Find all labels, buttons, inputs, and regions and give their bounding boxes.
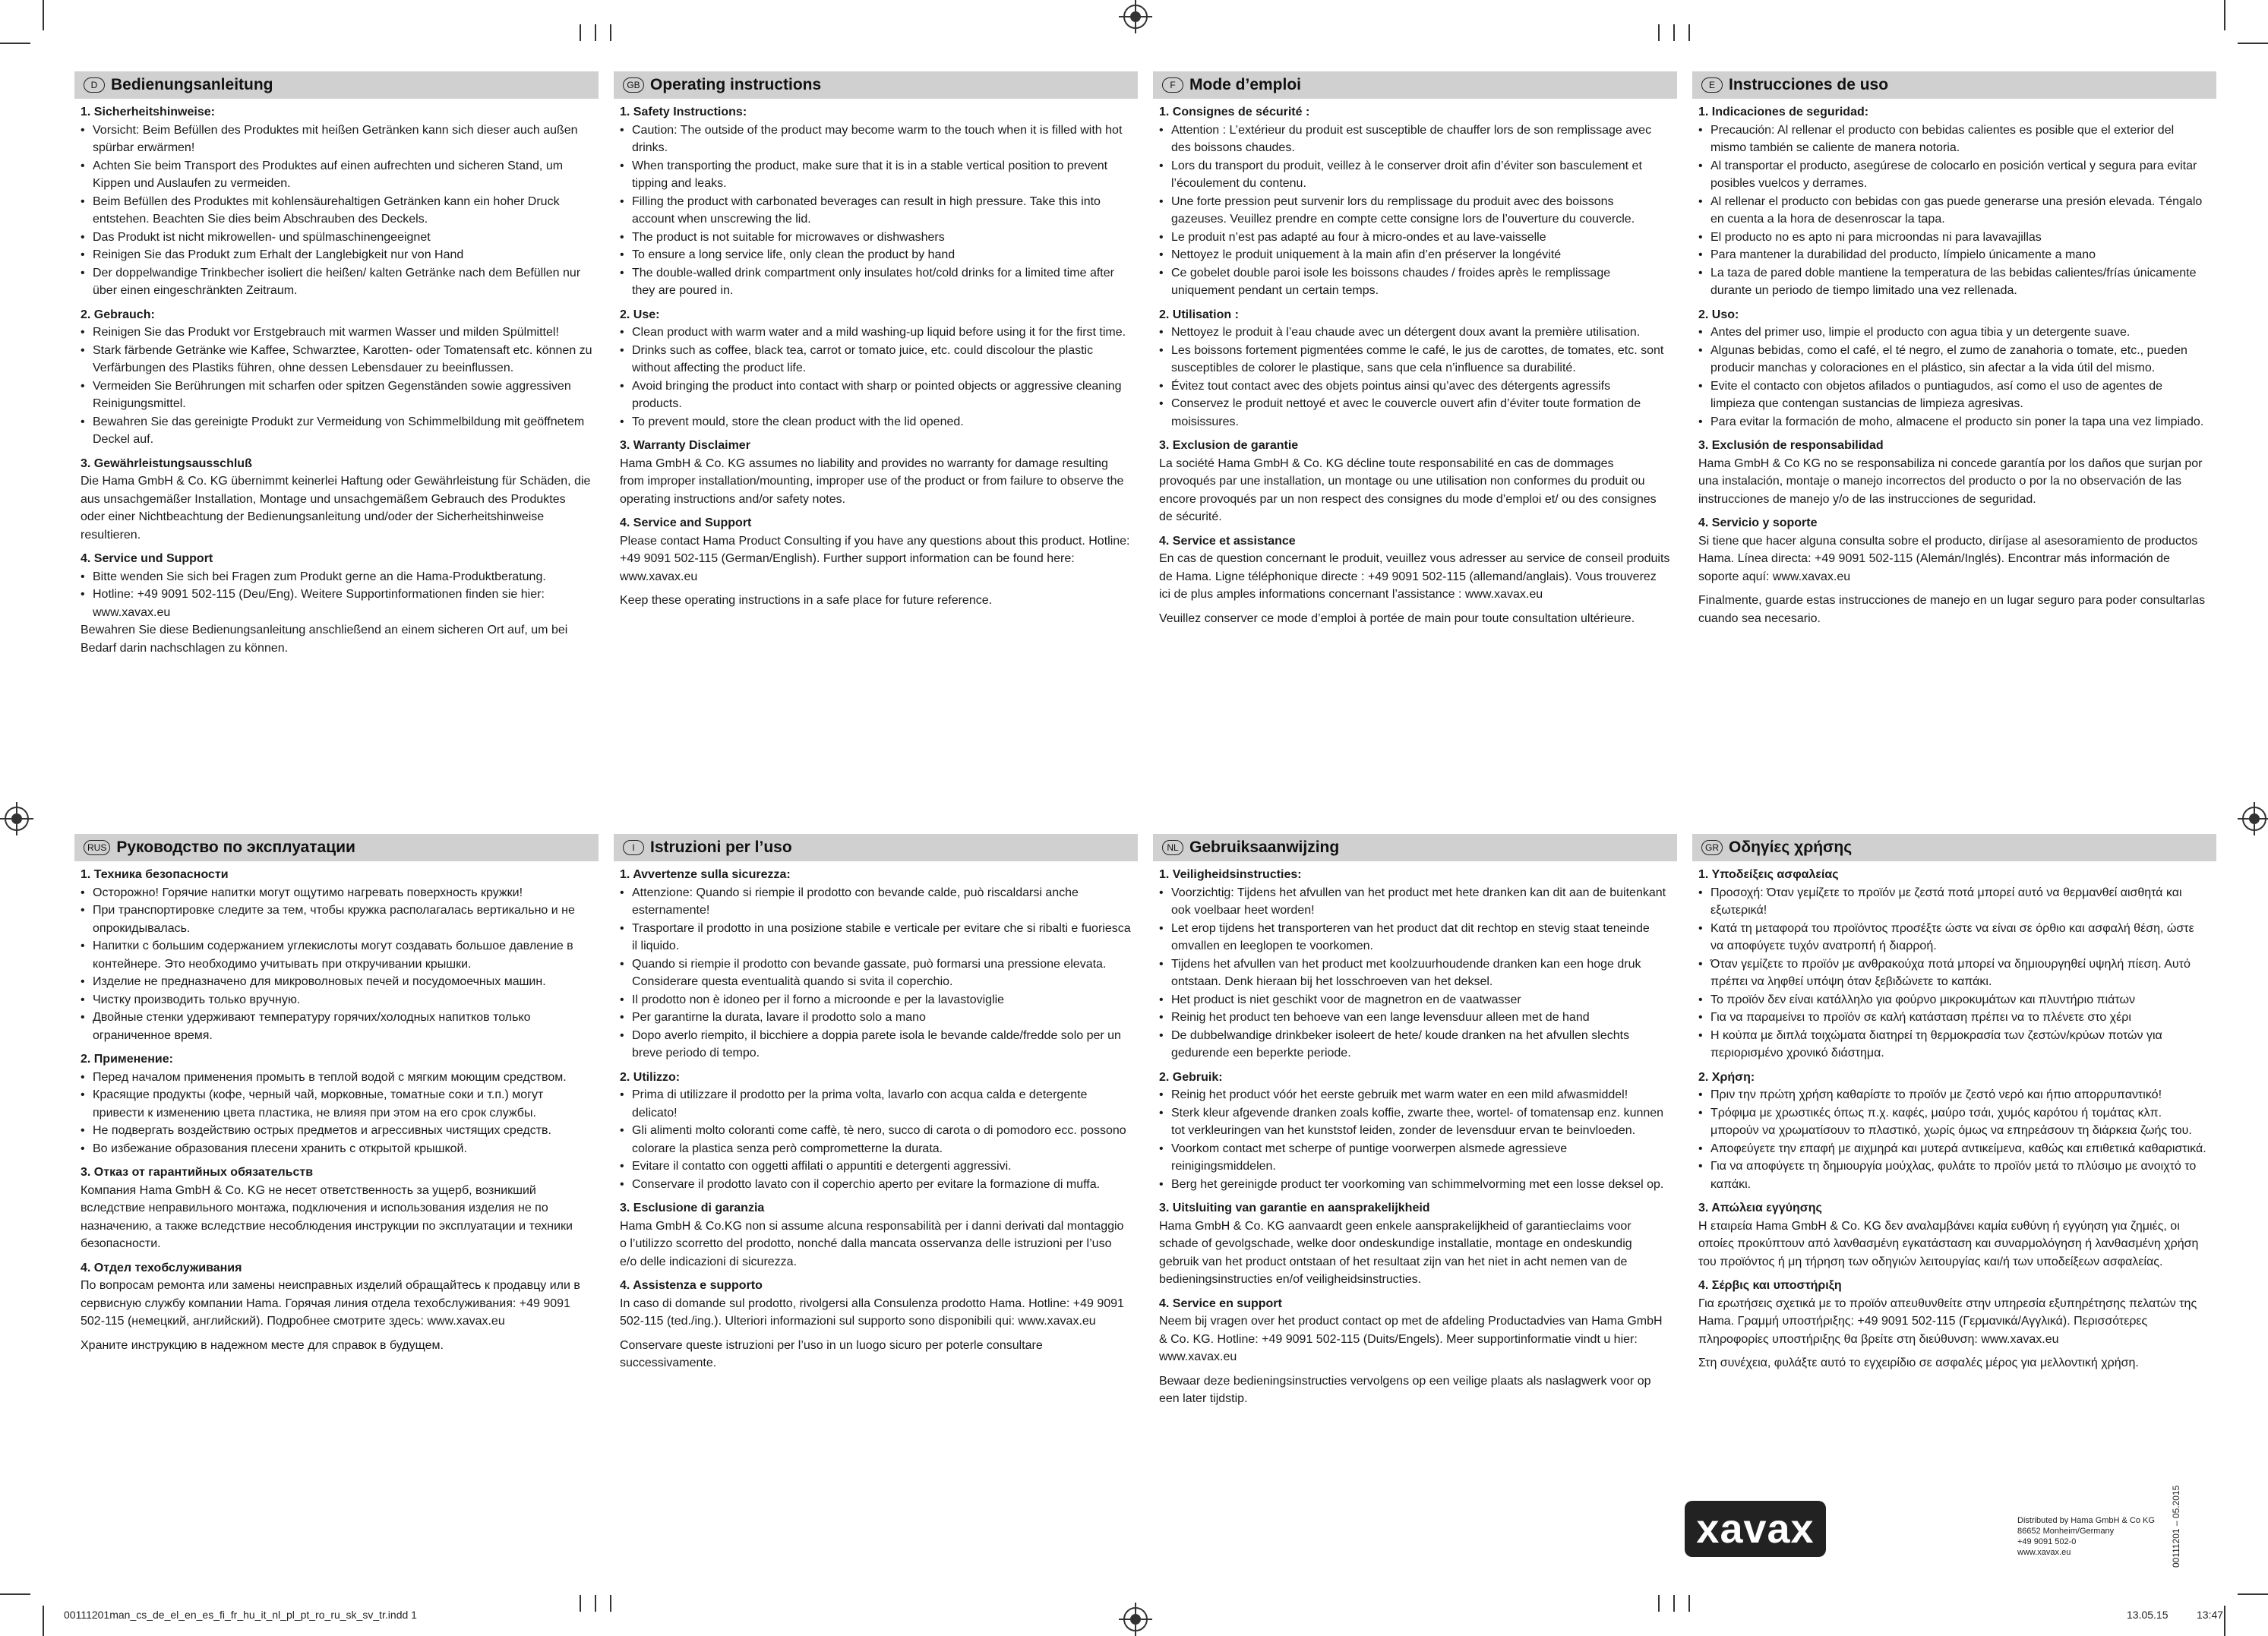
paragraph: En cas de question concernant le produit, veuillez vous adresser au service de conseil produits de Hama. Ligne téléphonique directe : +49 9091 502-115 (allemand/anglais). Vous trouverez ici de plus amples informations concernant l’assistance : www.xavax.eu [1159, 552, 1670, 601]
instruction-section [620, 103, 1132, 300]
section-body [1692, 99, 2216, 627]
instruction-section [81, 306, 592, 449]
subsection-title: 3. Esclusione di garanzia [620, 1202, 765, 1214]
instruction-section [81, 550, 592, 657]
subsection-title: 4. Отдел техобслуживания [81, 1261, 242, 1274]
instruction-section [1698, 866, 2210, 1063]
fold-mark [1688, 1595, 1690, 1612]
bullet-item: • Перед началом применения промыть в теплой водой с мягким моющим средством. [81, 1069, 592, 1087]
distributor-info [2017, 1515, 2155, 1558]
crop-mark [2238, 43, 2268, 44]
subsection-title: 2. Utilisation : [1159, 308, 1239, 321]
instruction-section [81, 103, 592, 300]
subsection-title: 4. Service et assistance [1159, 534, 1296, 548]
distributor-line: 86652 Monheim/Germany [2017, 1527, 2115, 1536]
bullet-item: • Во избежание образования плесени хранить с открытой крышкой. [81, 1140, 592, 1158]
instruction-section [81, 455, 592, 545]
bullet-item: • Évitez tout contact avec des objets pointus ainsi qu’avec des détergents agressifs [1159, 377, 1671, 396]
bullet-item: • Per garantirne la durata, lavare il prodotto solo a mano [620, 1009, 1132, 1027]
bullet-list [620, 122, 1132, 300]
subsection-title: 1. Veiligheidsinstructies: [1159, 868, 1302, 881]
section-header [74, 71, 599, 99]
subsection-title: 2. Применение: [81, 1053, 173, 1066]
xavax-logo: xavax [1685, 1501, 1826, 1557]
paragraph: Bewaar deze bedieningsinstructies vervolgens op een veilige plaats als naslagwerk voor op een later tijdstip. [1159, 1374, 1651, 1405]
paragraph: Στη συνέχεια, φυλάξτε αυτό το εγχειρίδιο σε ασφαλές μέρος για μελλοντική χρήση. [1698, 1356, 2139, 1369]
bullet-item: • Το προϊόν δεν είναι κατάλληλο για φούρνο μικροκυμάτων και πλυντήριο πιάτων [1698, 991, 2210, 1009]
subsection-title: 4. Assistenza e supporto [620, 1279, 763, 1292]
column-it [614, 834, 1138, 1372]
instruction-section [1159, 532, 1671, 628]
fold-mark [1673, 24, 1675, 41]
subsection-title: 2. Uso: [1698, 308, 1739, 321]
bullet-item: • Изделие не предназначено для микроволновых печей и посудомоечных машин. [81, 973, 592, 991]
bullet-item: • Precaución: Al rellenar el producto con bebidas calientes es posible que el exterior del mismo también se caliente de manera notoria. [1698, 122, 2210, 157]
bullet-item: • Τρόφιμα με χρωστικές όπως π.χ. καφές, μαύρο τσάι, χυμός καρότου ή τομάτας κλπ. μπορούν να χρωματίσουν το πλαστικό, χωρίς όμως να επηρεάσουν τη διάρκεια ζωής του. [1698, 1104, 2210, 1140]
bullet-item: • Achten Sie beim Transport des Produktes auf einen aufrechten und sicheren Stand, um Kippen und Auslaufen zu vermeiden. [81, 157, 592, 193]
subsection-title: 1. Consignes de sécurité : [1159, 106, 1310, 118]
subsection-title: 2. Gebruik: [1159, 1070, 1223, 1084]
paragraph: Bewahren Sie diese Bedienungsanleitung anschließend an einem sicheren Ort auf, um bei Bedarf darin nachschlagen zu können. [81, 624, 568, 655]
subsection-title: 3. Uitsluiting van garantie en aansprakelijkheid [1159, 1202, 1430, 1214]
language-code-badge: F [1162, 77, 1183, 93]
subsection-title: 3. Απώλεια εγγύησης [1698, 1202, 1822, 1214]
fold-mark [1658, 24, 1660, 41]
bullet-item: • Quando si riempie il prodotto con bevande gassate, può formarsi una pressione elevata. Considerare questa eventualità quando si svita il coperchio. [620, 955, 1132, 991]
side-article-code: 00111201 – 05.2015 [2171, 1485, 2181, 1568]
bullet-item: • Al transportar el producto, asegúrese de colocarlo en posición vertical y segura para evitar posibles vuelcos y derrames. [1698, 157, 2210, 193]
column-es [1692, 71, 2216, 627]
subsection-title: 3. Warranty Disclaimer [620, 439, 750, 452]
bullet-item: • Trasportare il prodotto in una posizione stabile e verticale per evitare che si ribalti e fuoriesca il liquido. [620, 920, 1132, 955]
bullet-item: • Voorzichtig: Tijdens het afvullen van het product met hete dranken kan dit aan de buitenkant ook voelbaar heet worden! [1159, 884, 1671, 920]
bullet-item: • Ce gobelet double paroi isole les boissons chaudes / froides après le remplissage uniquement pendant un certain temps. [1159, 264, 1671, 300]
bullet-item: • Reinigen Sie das Produkt zum Erhalt der Langlebigkeit nur von Hand [81, 246, 592, 264]
crop-mark [43, 0, 44, 30]
bullet-list [81, 568, 592, 622]
subsection-title: 1. Техника безопасности [81, 868, 229, 881]
crop-mark [43, 1606, 44, 1636]
fold-mark [580, 24, 581, 41]
bullet-item: • Caution: The outside of the product may become warm to the touch when it is filled with hot drinks. [620, 122, 1132, 157]
fold-mark [595, 1595, 596, 1612]
bullet-item: • Reinig het product ten behoeve van een lange levensduur alleen met de hand [1159, 1009, 1671, 1027]
instruction-section [620, 437, 1132, 508]
instruction-section [1159, 437, 1671, 526]
subsection-title: 2. Gebrauch: [81, 308, 155, 321]
bullet-item: • Не подвергать воздействию острых предметов и агрессивных чистящих средств. [81, 1122, 592, 1140]
bullet-item: • Das Produkt ist nicht mikrowellen- und spülmaschinengeeignet [81, 229, 592, 247]
paragraph: In caso di domande sul prodotto, rivolgersi alla Consulenza prodotto Hama. Hotline: +49 9091 502-115 (ted./ing.). Ulteriori informazioni sul supporto sono disponibili qui: www.xavax.eu [620, 1296, 1124, 1328]
section-header [1153, 71, 1677, 99]
bullet-item: • Beim Befüllen des Produktes mit kohlensäurehaltigen Getränken kann ein hoher Druck entstehen. Beachten Sie dies beim Abschrauben des Deckels. [81, 193, 592, 229]
section-body [1153, 861, 1677, 1408]
bullet-item: • The product is not suitable for microwaves or dishwashers [620, 229, 1132, 247]
instruction-section [1698, 1199, 2210, 1271]
bullet-item: • Voorkom contact met scherpe of puntige voorwerpen alsmede agressieve reinigingsmiddelen. [1159, 1140, 1671, 1176]
language-code-badge: E [1701, 77, 1723, 93]
bullet-item: • Evitare il contatto con oggetti affilati o appuntiti e detergenti aggressivi. [620, 1158, 1132, 1176]
paragraph: Hama GmbH & Co KG no se responsabiliza ni concede garantía por los daños que surjan por una instalación, montaje o manejo incorrectos del producto o por la no observación de las instrucciones de manejo y/o de las instrucciones de seguridad. [1698, 456, 2203, 506]
bullet-item: • Para mantener la durabilidad del producto, límpielo únicamente a mano [1698, 246, 2210, 264]
instruction-section [620, 866, 1132, 1063]
instruction-section [1159, 866, 1671, 1063]
bullet-item: • Tijdens het afvullen van het product met koolzuurhoudende dranken kan een hoge druk ontstaan. Denk hieraan bij het losschroeven van het deksel. [1159, 955, 1671, 991]
subsection-title: 1. Υποδείξεις ασφαλείας [1698, 868, 1839, 881]
section-header [1692, 834, 2216, 861]
bullet-item: • Filling the product with carbonated beverages can result in high pressure. Take this into account when unscrewing the lid. [620, 193, 1132, 229]
column-nl [1153, 834, 1677, 1408]
bullet-item: • When transporting the product, make sure that it is in a stable vertical position to prevent tipping and leaks. [620, 157, 1132, 193]
column-fr [1153, 71, 1677, 627]
instruction-section [620, 306, 1132, 431]
instruction-section [1698, 514, 2210, 627]
instruction-section [81, 1164, 592, 1253]
section-title: Mode d’emploi [1189, 76, 1301, 93]
bullet-item: • To ensure a long service life, only clean the product by hand [620, 246, 1132, 264]
fold-mark [580, 1595, 581, 1612]
section-header [614, 834, 1138, 861]
section-title: Bedienungsanleitung [111, 76, 273, 93]
subsection-title: 2. Use: [620, 308, 660, 321]
bullet-item: • To prevent mould, store the clean product with the lid opened. [620, 413, 1132, 431]
bullet-item: • Красящие продукты (кофе, черный чай, морковные, томатные соки и т.п.) могут привести к изменению цвета пластика, не влияя при этом на его срок службы. [81, 1086, 592, 1122]
registration-mark [1123, 5, 1148, 29]
instruction-section [81, 866, 592, 1044]
bullet-item: • Drinks such as coffee, black tea, carrot or tomato juice, etc. could discolour the plastic without affecting the product life. [620, 342, 1132, 377]
subsection-title: 1. Indicaciones de seguridad: [1698, 106, 1869, 118]
bullet-item: • Sterk kleur afgevende dranken zoals koffie, zwarte thee, wortel- of tomatensap enz. kunnen tot verkleuringen van het kunststof leiden, zonder de levensduur ervan te beinvloeden. [1159, 1104, 1671, 1140]
bullet-list [1159, 122, 1671, 300]
bullet-item: • Clean product with warm water and a mild washing-up liquid before using it for the first time. [620, 324, 1132, 342]
paragraph: Veuillez conserver ce mode d’emploi à portée de main pour toute consultation ultérieure. [1159, 611, 1635, 625]
instruction-section [1159, 1069, 1671, 1194]
instruction-section [1159, 306, 1671, 431]
language-code-badge: D [84, 77, 105, 93]
section-title: Instrucciones de uso [1729, 76, 1889, 93]
instruction-section [620, 1277, 1132, 1372]
section-header [614, 71, 1138, 99]
language-code-badge: I [623, 840, 644, 855]
bullet-list [1698, 1086, 2210, 1193]
section-body [74, 99, 599, 657]
bullet-item: • Η κούπα με διπλά τοιχώματα διατηρεί τη θερμοκρασία των ζεστών/κρύων ποτών για περιορισμένο χρονικό διάστημα. [1698, 1027, 2210, 1063]
bullet-item: • Gli alimenti molto coloranti come caffè, tè nero, succo di carota o di pomodoro ecc. possono colorare la plastica senza però comprometterne la durata. [620, 1122, 1132, 1158]
subsection-title: 1. Avvertenze sulla sicurezza: [620, 868, 791, 881]
fold-mark [610, 1595, 611, 1612]
instruction-section [1698, 1069, 2210, 1194]
fold-mark [1658, 1595, 1660, 1612]
bullet-item: • Lors du transport du produit, veillez à le conserver droit afin d’éviter son basculement et l’écoulement du contenu. [1159, 157, 1671, 193]
bullet-list [620, 1086, 1132, 1193]
paragraph: Please contact Hama Product Consulting if you have any questions about this product. Hotline: +49 9091 502-115 (German/English). Further support information can be found here: www.xavax.eu [620, 534, 1130, 583]
bullet-item: • Reinig het product vóór het eerste gebruik met warm water en een mild afwasmiddel! [1159, 1086, 1671, 1104]
bullet-list [81, 1069, 592, 1158]
subsection-title: 2. Utilizzo: [620, 1070, 681, 1084]
bullet-item: • Stark färbende Getränke wie Kaffee, Schwarztee, Karotten- oder Tomatensaft etc. können zu Verfärbungen des Plastiks führen, ohne dessen Lebensdauer zu beeinflussen. [81, 342, 592, 377]
paragraph: Hama GmbH & Co. KG aanvaardt geen enkele aansprakelijkheid of garantieclaims voor schade of gevolgschade, welke door ondeskundige installatie, montage en ondeskundig gebruik van het product ontstaan of het resultaat zijn van het niet in acht nemen van de bedieningsinstructies en/of veiligheidsinstructies. [1159, 1219, 1632, 1286]
language-code-badge: NL [1162, 840, 1183, 855]
bullet-item: • Para evitar la formación de moho, almacene el producto sin poner la tapa una vez limpiado. [1698, 413, 2210, 431]
column-gb [614, 71, 1138, 610]
paragraph: Για ερωτήσεις σχετικά με το προϊόν απευθυνθείτε στην υπηρεσία εξυπηρέτησης πελατών της Hama. Γραμμή υποστήριξης: +49 9091 502-115 (Γερμανικά/Αγγλικά). Περισσότερες πληροφορίες υποστήριξης θα βρείτε στη διεύθυνση: www.xavax.eu [1698, 1296, 2197, 1346]
paragraph: Hama GmbH & Co. KG assumes no liability and provides no warranty for damage resulting from improper installation/mounting, improper use of the product or from failure to observe the operating instructions and/or safety notes. [620, 456, 1124, 506]
bullet-item: • При транспортировке следите за тем, чтобы кружка располагалась вертикально и не опрокидывалась. [81, 902, 592, 937]
bullet-item: • Vermeiden Sie Berührungen mit scharfen oder spitzen Gegenständen sowie aggressiven Reinigungsmittel. [81, 377, 592, 413]
fold-mark [1688, 24, 1690, 41]
bullet-item: • De dubbelwandige drinkbeker isoleert de hete/ koude dranken na het afvullen slechts gedurende een beperkte periode. [1159, 1027, 1671, 1063]
instruction-section [620, 514, 1132, 610]
section-title: Istruzioni per l’uso [650, 839, 792, 856]
bullet-item: • Hotline: +49 9091 502-115 (Deu/Eng). Weitere Supportinformationen finden sie hier: www.xavax.eu [81, 586, 592, 621]
section-body [614, 861, 1138, 1372]
registration-mark [2242, 807, 2266, 831]
column-ru [74, 834, 599, 1354]
crop-mark [2238, 1593, 2268, 1595]
paragraph: Finalmente, guarde estas instrucciones de manejo en un lugar seguro para poder consultarlas cuando sea necesario. [1698, 594, 2206, 625]
bullet-item: • Let erop tijdens het transporteren van het product dat dit rechtop en stevig staat teneinde omvallen en leeglopen te voorkomen. [1159, 920, 1671, 955]
instruction-section [620, 1069, 1132, 1194]
bullet-list [1698, 884, 2210, 1063]
section-body [1153, 99, 1677, 627]
instruction-section [1698, 103, 2210, 300]
bullet-item: • Algunas bebidas, como el café, el té negro, el zumo de zanahoria o tomate, etc., pueden producir manchas y coloraciones en el plástico, sin afectar a la vida útil del mismo. [1698, 342, 2210, 377]
column-gr [1692, 834, 2216, 1372]
bullet-item: • Για να αποφύγετε τη δημιουργία μούχλας, φυλάτε το προϊόν μετά το πλύσιμο με ανοιχτό το καπάκι. [1698, 1158, 2210, 1193]
paragraph: По вопросам ремонта или замены неисправных изделий обращайтесь к продавцу или в сервисную службу компании Hama. Горячая линия отдела техобслуживания: +49 9091 502-115 (немецкий, английский). Подробнее смотрите здесь: www.xavax.eu [81, 1279, 580, 1328]
instruction-section [1159, 103, 1671, 300]
paragraph: Neem bij vragen over het product contact op met de afdeling Productadvies van Hama GmbH & Co. KG. Hotline: +49 9091 502-115 (Duits/Engels). Meer supportinformatie vindt u hier: www.xavax.eu [1159, 1315, 1663, 1363]
bullet-item: • The double-walled drink compartment only insulates hot/cold drinks for a limited time after they are poured in. [620, 264, 1132, 300]
bullet-item: • Πριν την πρώτη χρήση καθαρίστε το προϊόν με ζεστό νερό και ήπιο απορρυπαντικό! [1698, 1086, 2210, 1104]
instruction-section [1698, 1277, 2210, 1372]
paragraph: Conservare queste istruzioni per l’uso in un luogo sicuro per poterle consultare successivamente. [620, 1338, 1043, 1369]
bullet-list [620, 324, 1132, 431]
section-header [1153, 834, 1677, 861]
bullet-item: • Het product is niet geschikt voor de magnetron en de vaatwasser [1159, 991, 1671, 1009]
bullet-item: • Reinigen Sie das Produkt vor Erstgebrauch mit warmen Wasser und milden Spülmittel! [81, 324, 592, 342]
subsection-title: 4. Servicio y soporte [1698, 516, 1818, 529]
paragraph: Si tiene que hacer alguna consulta sobre el producto, diríjase al asesoramiento de productos Hama. Línea directa: +49 9091 502-115 (Alemán/Inglés). Encontrar más información de soporte aquí: www.xavax.eu [1698, 534, 2198, 583]
instruction-section [1159, 1199, 1671, 1289]
bullet-list [1159, 884, 1671, 1063]
language-code-badge: GB [623, 77, 644, 93]
language-code-badge: RUS [84, 840, 110, 855]
section-header [1692, 71, 2216, 99]
bullet-item: • Conservez le produit nettoyé et avec le couvercle ouvert afin d’éviter toute formation de moisissures. [1159, 395, 1671, 431]
fold-mark [610, 24, 611, 41]
bullet-item: • Чистку производить только вручную. [81, 991, 592, 1009]
bullet-list [81, 324, 592, 449]
instruction-section [1159, 1295, 1671, 1408]
paragraph: Keep these operating instructions in a safe place for future reference. [620, 594, 993, 607]
subsection-title: 4. Service and Support [620, 516, 752, 529]
bullet-item: • Der doppelwandige Trinkbecher isoliert die heißen/ kalten Getränke nach dem Befüllen nur über einen eingeschränkten Zeitraum. [81, 264, 592, 300]
distributor-line: www.xavax.eu [2017, 1548, 2071, 1557]
instruction-section [81, 1259, 592, 1355]
footer-date: 13.05.15 [2127, 1609, 2168, 1621]
subsection-title: 3. Exclusion de garantie [1159, 439, 1299, 452]
footer-filename: 00111201man_cs_de_el_en_es_fi_fr_hu_it_nl_pl_pt_ro_ru_sk_sv_tr.indd 1 [64, 1609, 417, 1621]
subsection-title: 3. Gewährleistungsausschluß [81, 456, 252, 470]
paragraph: Η εταιρεία Hama GmbH & Co. KG δεν αναλαμβάνει καμία ευθύνη ή εγγύηση για ζημιές, οι οποίες προκύπτουν από λανθασμένη εγκατάσταση και συναρμολόγηση ή λανθασμένη χρήση του προϊόντος ή μη τήρηση των οδηγιών λειτουργίας και/ή των υποδείξεων ασφαλείας. [1698, 1219, 2199, 1268]
instruction-section [1698, 437, 2210, 508]
instruction-section [1698, 306, 2210, 431]
bullet-item: • Bewahren Sie das gereinigte Produkt zur Vermeidung von Schimmelbildung mit geöffnetem Deckel auf. [81, 413, 592, 449]
paragraph: Компания Hama GmbH & Co. KG не несет ответственность за ущерб, возникший вследствие неправильного монтажа, подключения и использования изделия не по назначению, а также вследствие несоблюдения инструкции по эксплуатации и техники безопасности. [81, 1183, 573, 1250]
section-title: Gebruiksaanwijzing [1189, 839, 1340, 856]
distributor-line: Distributed by Hama GmbH & Co KG [2017, 1516, 2155, 1525]
bullet-item: • Une forte pression peut survenir lors du remplissage du produit avec des boissons gazeuses. Veuillez prendre en compte cette consigne lors de l’ouverture du couvercle. [1159, 193, 1671, 229]
bullet-item: • Двойные стенки удерживают температуру горячих/холодных напитков только ограниченное время. [81, 1009, 592, 1044]
bullet-item: • Αποφεύγετε την επαφή με αιχμηρά και μυτερά αντικείμενα, καθώς και επιθετικά καθαριστικά. [1698, 1140, 2210, 1158]
bullet-list [1159, 324, 1671, 431]
paragraph: Hama GmbH & Co.KG non si assume alcuna responsabilità per i danni derivati dal montaggio o l’utilizzo scorretto del prodotto, nonché dalla mancata osservanza delle istruzioni per l’uso e/o delle indicazioni di sicurezza. [620, 1219, 1124, 1268]
paragraph: La société Hama GmbH & Co. KG décline toute responsabilité en cas de dommages provoqués par une installation, un montage ou une utilisation non conformes du produit ou encore provoqués par un non respect des consignes du mode d’emploi et/ ou des consignes de sécurité. [1159, 456, 1657, 523]
bullet-item: • El producto no es apto ni para microondas ni para lavavajillas [1698, 229, 2210, 247]
bullet-item: • Conservare il prodotto lavato con il coperchio aperto per evitare la formazione di muffa. [620, 1176, 1132, 1194]
fold-mark [1673, 1595, 1675, 1612]
section-body [1692, 861, 2216, 1372]
crop-mark [2224, 0, 2225, 30]
bullet-list [81, 122, 592, 300]
bullet-item: • Nettoyez le produit uniquement à la main afin d’en préserver la longévité [1159, 246, 1671, 264]
bullet-item: • Antes del primer uso, limpie el producto con agua tibia y un detergente suave. [1698, 324, 2210, 342]
section-header [74, 834, 599, 861]
bullet-item: • Όταν γεμίζετε το προϊόν με ανθρακούχα ποτά μπορεί να δημιουργηθεί υψηλή πίεση. Αυτό πρέπει να ληφθεί υπόψη όταν ξεβιδώνετε το καπάκι. [1698, 955, 2210, 991]
crop-mark [2224, 1606, 2225, 1636]
subsection-title: 3. Exclusión de responsabilidad [1698, 439, 1884, 452]
bullet-list [1159, 1086, 1671, 1193]
bullet-item: • Για να παραμείνει το προϊόν σε καλή κατάσταση πρέπει να το πλένετε στο χέρι [1698, 1009, 2210, 1027]
registration-mark [1123, 1607, 1148, 1631]
bullet-item: • Il prodotto non è idoneo per il forno a microonde e per la lavastoviglie [620, 991, 1132, 1009]
paragraph: Die Hama GmbH & Co. KG übernimmt keinerlei Haftung oder Gewährleistung für Schäden, die aus unsachgemäßer Installation, Montage und unsachgemäßem Gebrauch des Produktes oder einer Nichtbeachtung der Bedienungsanleitung und/oder der Sicherheitshinweise resultieren. [81, 475, 591, 542]
subsection-title: 3. Отказ от гарантийных обязательств [81, 1166, 314, 1179]
subsection-title: 1. Sicherheitshinweise: [81, 106, 215, 118]
bullet-item: • Attention : L’extérieur du produit est susceptible de chauffer lors de son remplissage avec des boissons chaudes. [1159, 122, 1671, 157]
subsection-title: 2. Χρήση: [1698, 1070, 1755, 1084]
bullet-item: • Les boissons fortement pigmentées comme le café, le jus de carottes, de tomates, etc. sont susceptibles de colorer le plastique, sans que cela n’influence sa durabilité. [1159, 342, 1671, 377]
language-code-badge: GR [1701, 840, 1723, 855]
subsection-title: 4. Σέρβις και υποστήριξη [1698, 1279, 1842, 1292]
instruction-section [620, 1199, 1132, 1271]
bullet-item: • Προσοχή: Όταν γεμίζετε το προϊόν με ζεστά ποτά μπορεί αυτό να θερμανθεί αισθητά και εξωτερικά! [1698, 884, 2210, 920]
fold-mark [595, 24, 596, 41]
bullet-list [620, 884, 1132, 1063]
bullet-item: • Le produit n’est pas adapté au four à micro-ondes et au lave-vaisselle [1159, 229, 1671, 247]
distributor-line: +49 9091 502-0 [2017, 1537, 2077, 1546]
section-body [614, 99, 1138, 610]
bullet-item: • Bitte wenden Sie sich bei Fragen zum Produkt gerne an die Hama-Produktberatung. [81, 568, 592, 586]
bullet-item: • Dopo averlo riempito, il bicchiere a doppia parete isola le bevande calde/fredde solo per un breve periodo di tempo. [620, 1027, 1132, 1063]
bullet-item: • Berg het gereinigde product ter voorkoming van schimmelvorming met een losse deksel op. [1159, 1176, 1671, 1194]
paragraph: Храните инструкцию в надежном месте для справок в будущем. [81, 1338, 444, 1352]
column-de [74, 71, 599, 657]
crop-mark [0, 43, 30, 44]
bullet-item: • Напитки с большим содержанием углекислоты могут создавать большое давление в контейнере. Это необходимо учитывать при откручивании крышки. [81, 937, 592, 973]
instruction-section [81, 1050, 592, 1158]
footer-time: 13:47 [2197, 1609, 2224, 1621]
section-title: Руководство по эксплуатации [116, 839, 355, 856]
subsection-title: 1. Safety Instructions: [620, 106, 747, 118]
registration-mark [5, 807, 29, 831]
bullet-item: • Κατά τη μεταφορά του προϊόντος προσέξτε ώστε να είναι σε όρθιο και ασφαλή θέση, ώστε να αποφύγετε τυχόν ανατροπή ή διαρροή. [1698, 920, 2210, 955]
subsection-title: 4. Service und Support [81, 552, 213, 565]
crop-mark [0, 1593, 30, 1595]
bullet-item: • Prima di utilizzare il prodotto per la prima volta, lavarlo con acqua calda e detergente delicato! [620, 1086, 1132, 1122]
section-body [74, 861, 599, 1354]
bullet-item: • Осторожно! Горячие напитки могут ощутимо нагревать поверхность кружки! [81, 884, 592, 902]
bullet-item: • Vorsicht: Beim Befüllen des Produktes mit heißen Getränken kann sich dieser auch außen spürbar erwärmen! [81, 122, 592, 157]
bullet-item: • Evite el contacto con objetos afilados o puntiagudos, así como el uso de agentes de limpieza que contengan sustancias de limpieza agresivas. [1698, 377, 2210, 413]
section-title: Οδηγίες χρήσης [1729, 839, 1853, 856]
bullet-item: • Avoid bringing the product into contact with sharp or pointed objects or aggressive cleaning products. [620, 377, 1132, 413]
bullet-item: • La taza de pared doble mantiene la temperatura de las bebidas calientes/frías únicamente durante un periodo de tiempo limitado una vez rellenada. [1698, 264, 2210, 300]
bullet-list [81, 884, 592, 1045]
bullet-item: • Nettoyez le produit à l’eau chaude avec un détergent doux avant la première utilisation. [1159, 324, 1671, 342]
bullet-list [1698, 122, 2210, 300]
bullet-item: • Al rellenar el producto con bebidas con gas puede generarse una presión elevada. Téngalo en cuenta a la hora de desenroscar la tapa. [1698, 193, 2210, 229]
section-title: Operating instructions [650, 76, 822, 93]
bullet-item: • Attenzione: Quando si riempie il prodotto con bevande calde, può riscaldarsi anche esternamente! [620, 884, 1132, 920]
subsection-title: 4. Service en support [1159, 1296, 1282, 1310]
bullet-list [1698, 324, 2210, 431]
